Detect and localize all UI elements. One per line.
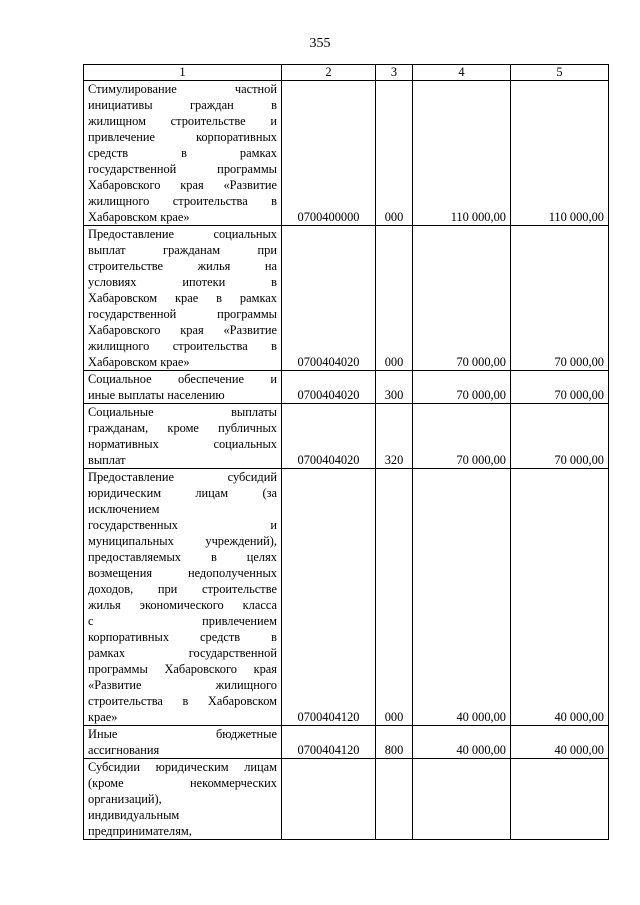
row-name-cell bbox=[84, 404, 282, 469]
column-header-5: 5 bbox=[511, 65, 609, 81]
row-name-line: привлечение корпоративных bbox=[88, 130, 277, 144]
row-code-cell: 0700404120 bbox=[282, 726, 376, 759]
row-name-line: (кроме некоммерческих bbox=[88, 776, 277, 790]
row-name-line: программы Хабаровского края bbox=[88, 662, 277, 676]
table-row bbox=[84, 469, 609, 726]
row-name-line: жилищном строительстве и bbox=[88, 114, 277, 128]
row-sum-2-cell: 70 000,00 bbox=[511, 371, 609, 404]
row-type-cell: 800 bbox=[376, 726, 413, 759]
row-code-cell: 0700400000 bbox=[282, 81, 376, 226]
row-sum-2-cell bbox=[511, 759, 609, 840]
row-name-line: ассигнования bbox=[88, 743, 160, 757]
row-code-cell bbox=[282, 759, 376, 840]
row-sum-2-cell: 40 000,00 bbox=[511, 726, 609, 759]
row-name-line: средств в рамках bbox=[88, 146, 277, 160]
row-name-cell bbox=[84, 469, 282, 726]
row-name-line: строительства в Хабаровском bbox=[88, 694, 277, 708]
row-name-line: Стимулирование частной bbox=[88, 82, 277, 96]
row-type-cell: 000 bbox=[376, 469, 413, 726]
row-name-line: Хабаровском крае в рамках bbox=[88, 291, 277, 305]
row-name-line: муниципальных учреждений), bbox=[88, 534, 277, 548]
row-sum-1-cell bbox=[413, 759, 511, 840]
row-name-line: Хабаровского края «Развитие bbox=[88, 323, 277, 337]
row-sum-1-cell: 40 000,00 bbox=[413, 469, 511, 726]
row-sum-2-cell: 70 000,00 bbox=[511, 404, 609, 469]
row-sum-1-cell: 70 000,00 bbox=[413, 371, 511, 404]
column-header-1: 1 bbox=[84, 65, 282, 81]
row-name-cell bbox=[84, 226, 282, 371]
row-name-line: Социальные выплаты bbox=[88, 405, 277, 419]
row-sum-2-cell: 40 000,00 bbox=[511, 469, 609, 726]
row-code-cell: 0700404020 bbox=[282, 404, 376, 469]
row-sum-1-cell: 70 000,00 bbox=[413, 404, 511, 469]
row-name-line: возмещения недополученных bbox=[88, 566, 277, 580]
row-name-line: Предоставление субсидий bbox=[88, 470, 277, 484]
page-number: 355 bbox=[309, 36, 331, 51]
row-name-line: государственной программы bbox=[88, 162, 277, 176]
row-name-line: Хабаровском крае» bbox=[88, 210, 190, 224]
row-name-line: предоставляемых в целях bbox=[88, 550, 277, 564]
row-type-cell: 000 bbox=[376, 226, 413, 371]
column-header-2: 2 bbox=[282, 65, 376, 81]
row-name-line: предпринимателям, bbox=[88, 824, 192, 838]
row-sum-2-cell: 70 000,00 bbox=[511, 226, 609, 371]
row-sum-1-cell: 70 000,00 bbox=[413, 226, 511, 371]
row-name-cell bbox=[84, 371, 282, 404]
row-name-cell bbox=[84, 759, 282, 840]
row-sum-1-cell: 40 000,00 bbox=[413, 726, 511, 759]
budget-table bbox=[83, 64, 609, 840]
row-name-line: нормативных социальных bbox=[88, 437, 277, 451]
row-name-line: Социальное обеспечение и bbox=[88, 372, 277, 386]
row-name-cell bbox=[84, 81, 282, 226]
row-name-line: Иные бюджетные bbox=[88, 727, 277, 741]
table-row bbox=[84, 371, 609, 404]
table-row bbox=[84, 81, 609, 226]
row-sum-2-cell: 110 000,00 bbox=[511, 81, 609, 226]
row-type-cell: 300 bbox=[376, 371, 413, 404]
row-type-cell: 000 bbox=[376, 81, 413, 226]
row-type-cell: 320 bbox=[376, 404, 413, 469]
table-row bbox=[84, 759, 609, 840]
row-code-cell: 0700404120 bbox=[282, 469, 376, 726]
row-name-line: крае» bbox=[88, 710, 118, 724]
row-name-line: Предоставление социальных bbox=[88, 227, 277, 241]
table-body bbox=[84, 81, 609, 840]
row-name-line: иные выплаты населению bbox=[88, 388, 225, 402]
table-row bbox=[84, 404, 609, 469]
row-name-line: Хабаровском крае» bbox=[88, 355, 190, 369]
row-name-line: исключением bbox=[88, 502, 160, 516]
row-name-line: юридическим лицам (за bbox=[88, 486, 277, 500]
row-name-line: жилья экономического класса bbox=[88, 598, 277, 612]
row-name-line: гражданам, кроме публичных bbox=[88, 421, 277, 435]
row-name-line: инициативы граждан в bbox=[88, 98, 277, 112]
row-code-cell: 0700404020 bbox=[282, 371, 376, 404]
row-name-line: корпоративных средств в bbox=[88, 630, 277, 644]
row-name-line: Хабаровского края «Развитие bbox=[88, 178, 277, 192]
row-name-line: государственной программы bbox=[88, 307, 277, 321]
row-name-line: индивидуальным bbox=[88, 808, 180, 822]
row-name-line: условиях ипотеки в bbox=[88, 275, 277, 289]
row-name-line: жилищного строительства в bbox=[88, 194, 277, 208]
table-header-row bbox=[84, 65, 609, 81]
row-name-line: жилищного строительства в bbox=[88, 339, 277, 353]
column-header-3: 3 bbox=[376, 65, 413, 81]
row-sum-1-cell: 110 000,00 bbox=[413, 81, 511, 226]
column-header-4: 4 bbox=[413, 65, 511, 81]
row-name-line: строительстве жилья на bbox=[88, 259, 277, 273]
row-type-cell bbox=[376, 759, 413, 840]
row-name-line: доходов, при строительстве bbox=[88, 582, 277, 596]
row-name-line: выплат bbox=[88, 453, 126, 467]
row-name-line: государственных и bbox=[88, 518, 277, 532]
row-name-cell bbox=[84, 726, 282, 759]
table-row bbox=[84, 726, 609, 759]
row-name-line: «Развитие жилищного bbox=[88, 678, 277, 692]
row-name-line: организаций), bbox=[88, 792, 162, 806]
row-code-cell: 0700404020 bbox=[282, 226, 376, 371]
row-name-line: Субсидии юридическим лицам bbox=[88, 760, 277, 774]
row-name-line: с привлечением bbox=[88, 614, 277, 628]
row-name-line: рамках государственной bbox=[88, 646, 277, 660]
table-row bbox=[84, 226, 609, 371]
row-name-line: выплат гражданам при bbox=[88, 243, 277, 257]
